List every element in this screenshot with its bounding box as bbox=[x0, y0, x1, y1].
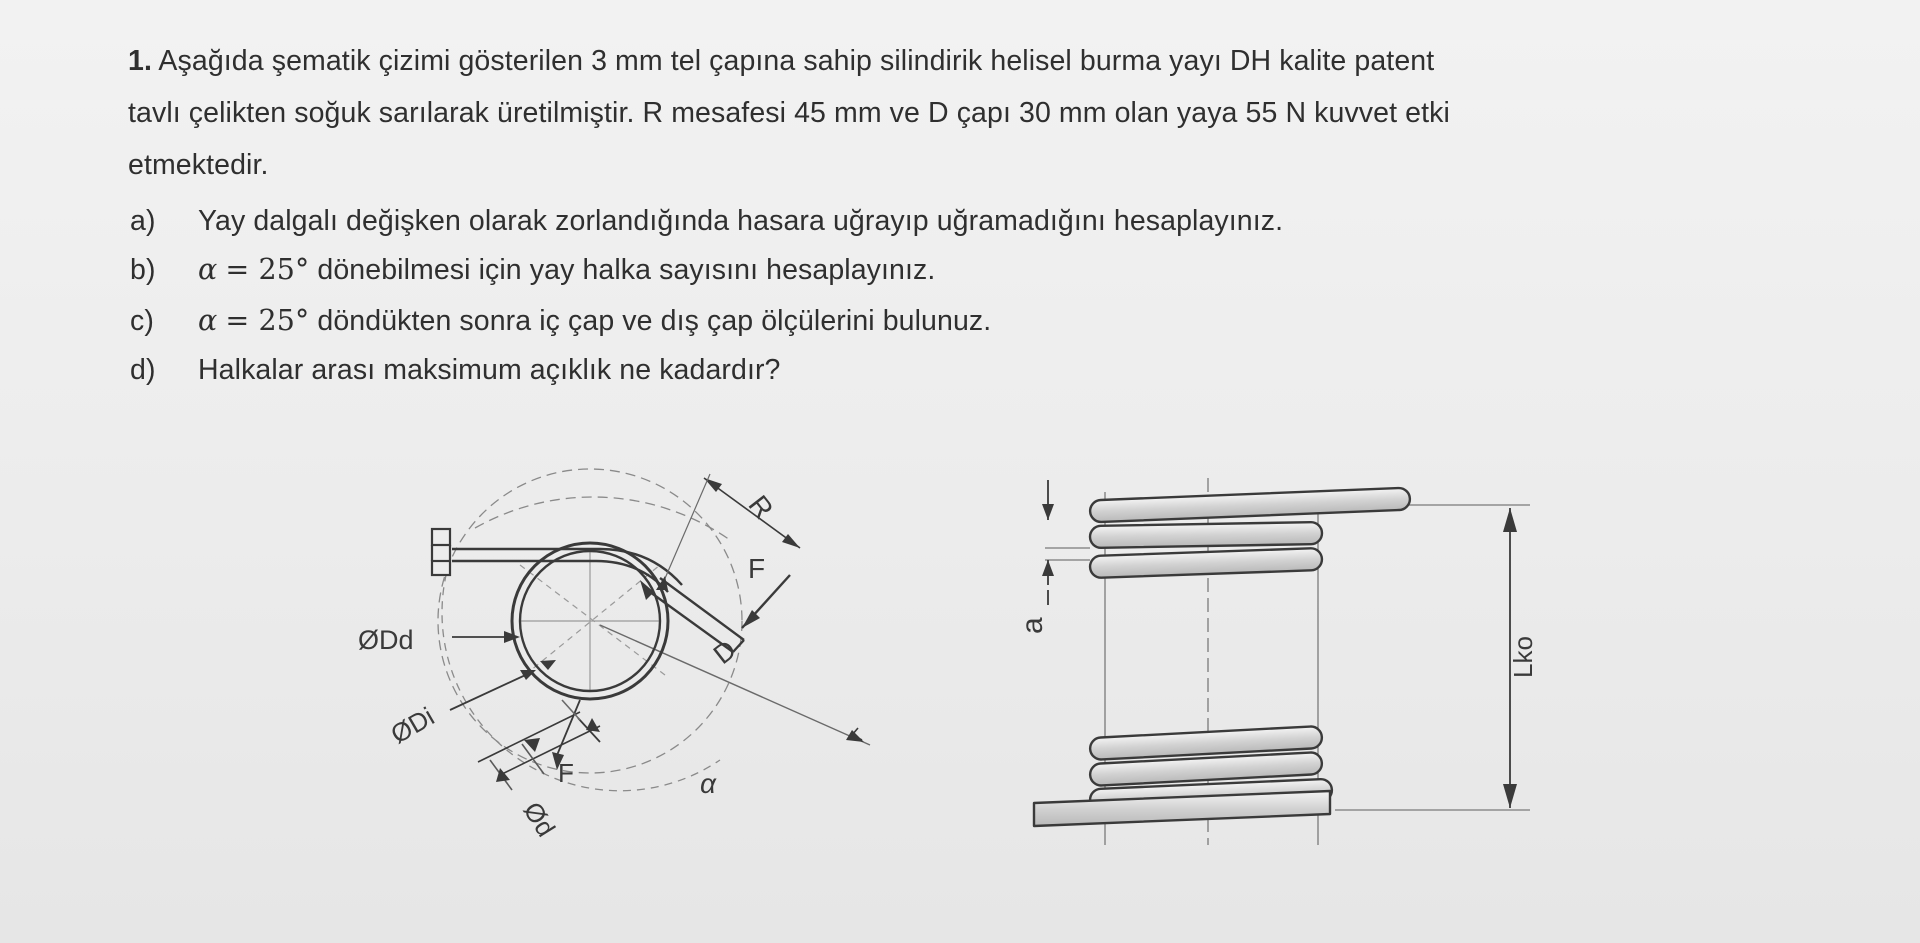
item-a-text: Yay dalgalı değişken olarak zorlandığında hasara uğrayıp uğramadığını hesaplayınız. bbox=[198, 205, 1284, 237]
question-number: 1. bbox=[128, 45, 152, 77]
label-Dd: ØDd bbox=[358, 625, 414, 655]
top-coils bbox=[1090, 488, 1411, 578]
item-c-text: döndükten sonra iç çap ve dış çap ölçülerini bulunuz. bbox=[317, 305, 992, 337]
label-F-top: F bbox=[748, 553, 766, 584]
item-b-text: dönebilmesi için yay halka sayısını hesaplayınız. bbox=[317, 254, 936, 286]
dimension-R bbox=[660, 474, 800, 590]
label-F-bottom: F bbox=[558, 758, 574, 788]
diameter-leaders bbox=[450, 576, 668, 710]
angle-alpha bbox=[562, 700, 864, 742]
item-c-label: c) bbox=[130, 305, 154, 337]
item-b-math-var: α bbox=[198, 253, 218, 286]
label-D: D bbox=[707, 634, 742, 670]
item-c-math-var: α bbox=[198, 304, 218, 337]
question-text-2: tavlı çelikten soğuk sarılarak üretilmiştir. R mesafesi 45 mm ve D çapı 30 mm olan yaya 55 N kuvvet etki bbox=[128, 97, 1450, 129]
question-text-3: etmektedir. bbox=[128, 149, 269, 181]
top-leg bbox=[432, 529, 682, 592]
bottom-coils bbox=[1034, 726, 1332, 826]
torsion-spring-top-view bbox=[432, 469, 870, 791]
item-d-label: d) bbox=[130, 354, 156, 386]
item-c-math-eq: = 25° bbox=[225, 304, 310, 337]
dimension-a bbox=[1042, 480, 1054, 605]
item-b-math-eq: = 25° bbox=[225, 253, 310, 286]
item-d-text: Halkalar arası maksimum açıklık ne kadardır? bbox=[198, 354, 781, 386]
torsion-spring-side-view bbox=[1034, 478, 1530, 845]
label-Di: ØDi bbox=[385, 701, 440, 750]
label-a: a bbox=[1016, 617, 1049, 634]
label-R: R bbox=[742, 489, 780, 525]
label-alpha: α bbox=[700, 768, 716, 799]
label-d: Ød bbox=[517, 796, 562, 842]
item-a-label: a) bbox=[130, 205, 156, 237]
label-Lko: Lko bbox=[1508, 636, 1538, 678]
question-text-1: Aşağıda şematik çizimi gösterilen 3 mm tel çapına sahip silindirik helisel burma yayı DH kalite patent bbox=[158, 45, 1435, 77]
dimension-d bbox=[478, 712, 600, 790]
item-b-label: b) bbox=[130, 254, 156, 286]
